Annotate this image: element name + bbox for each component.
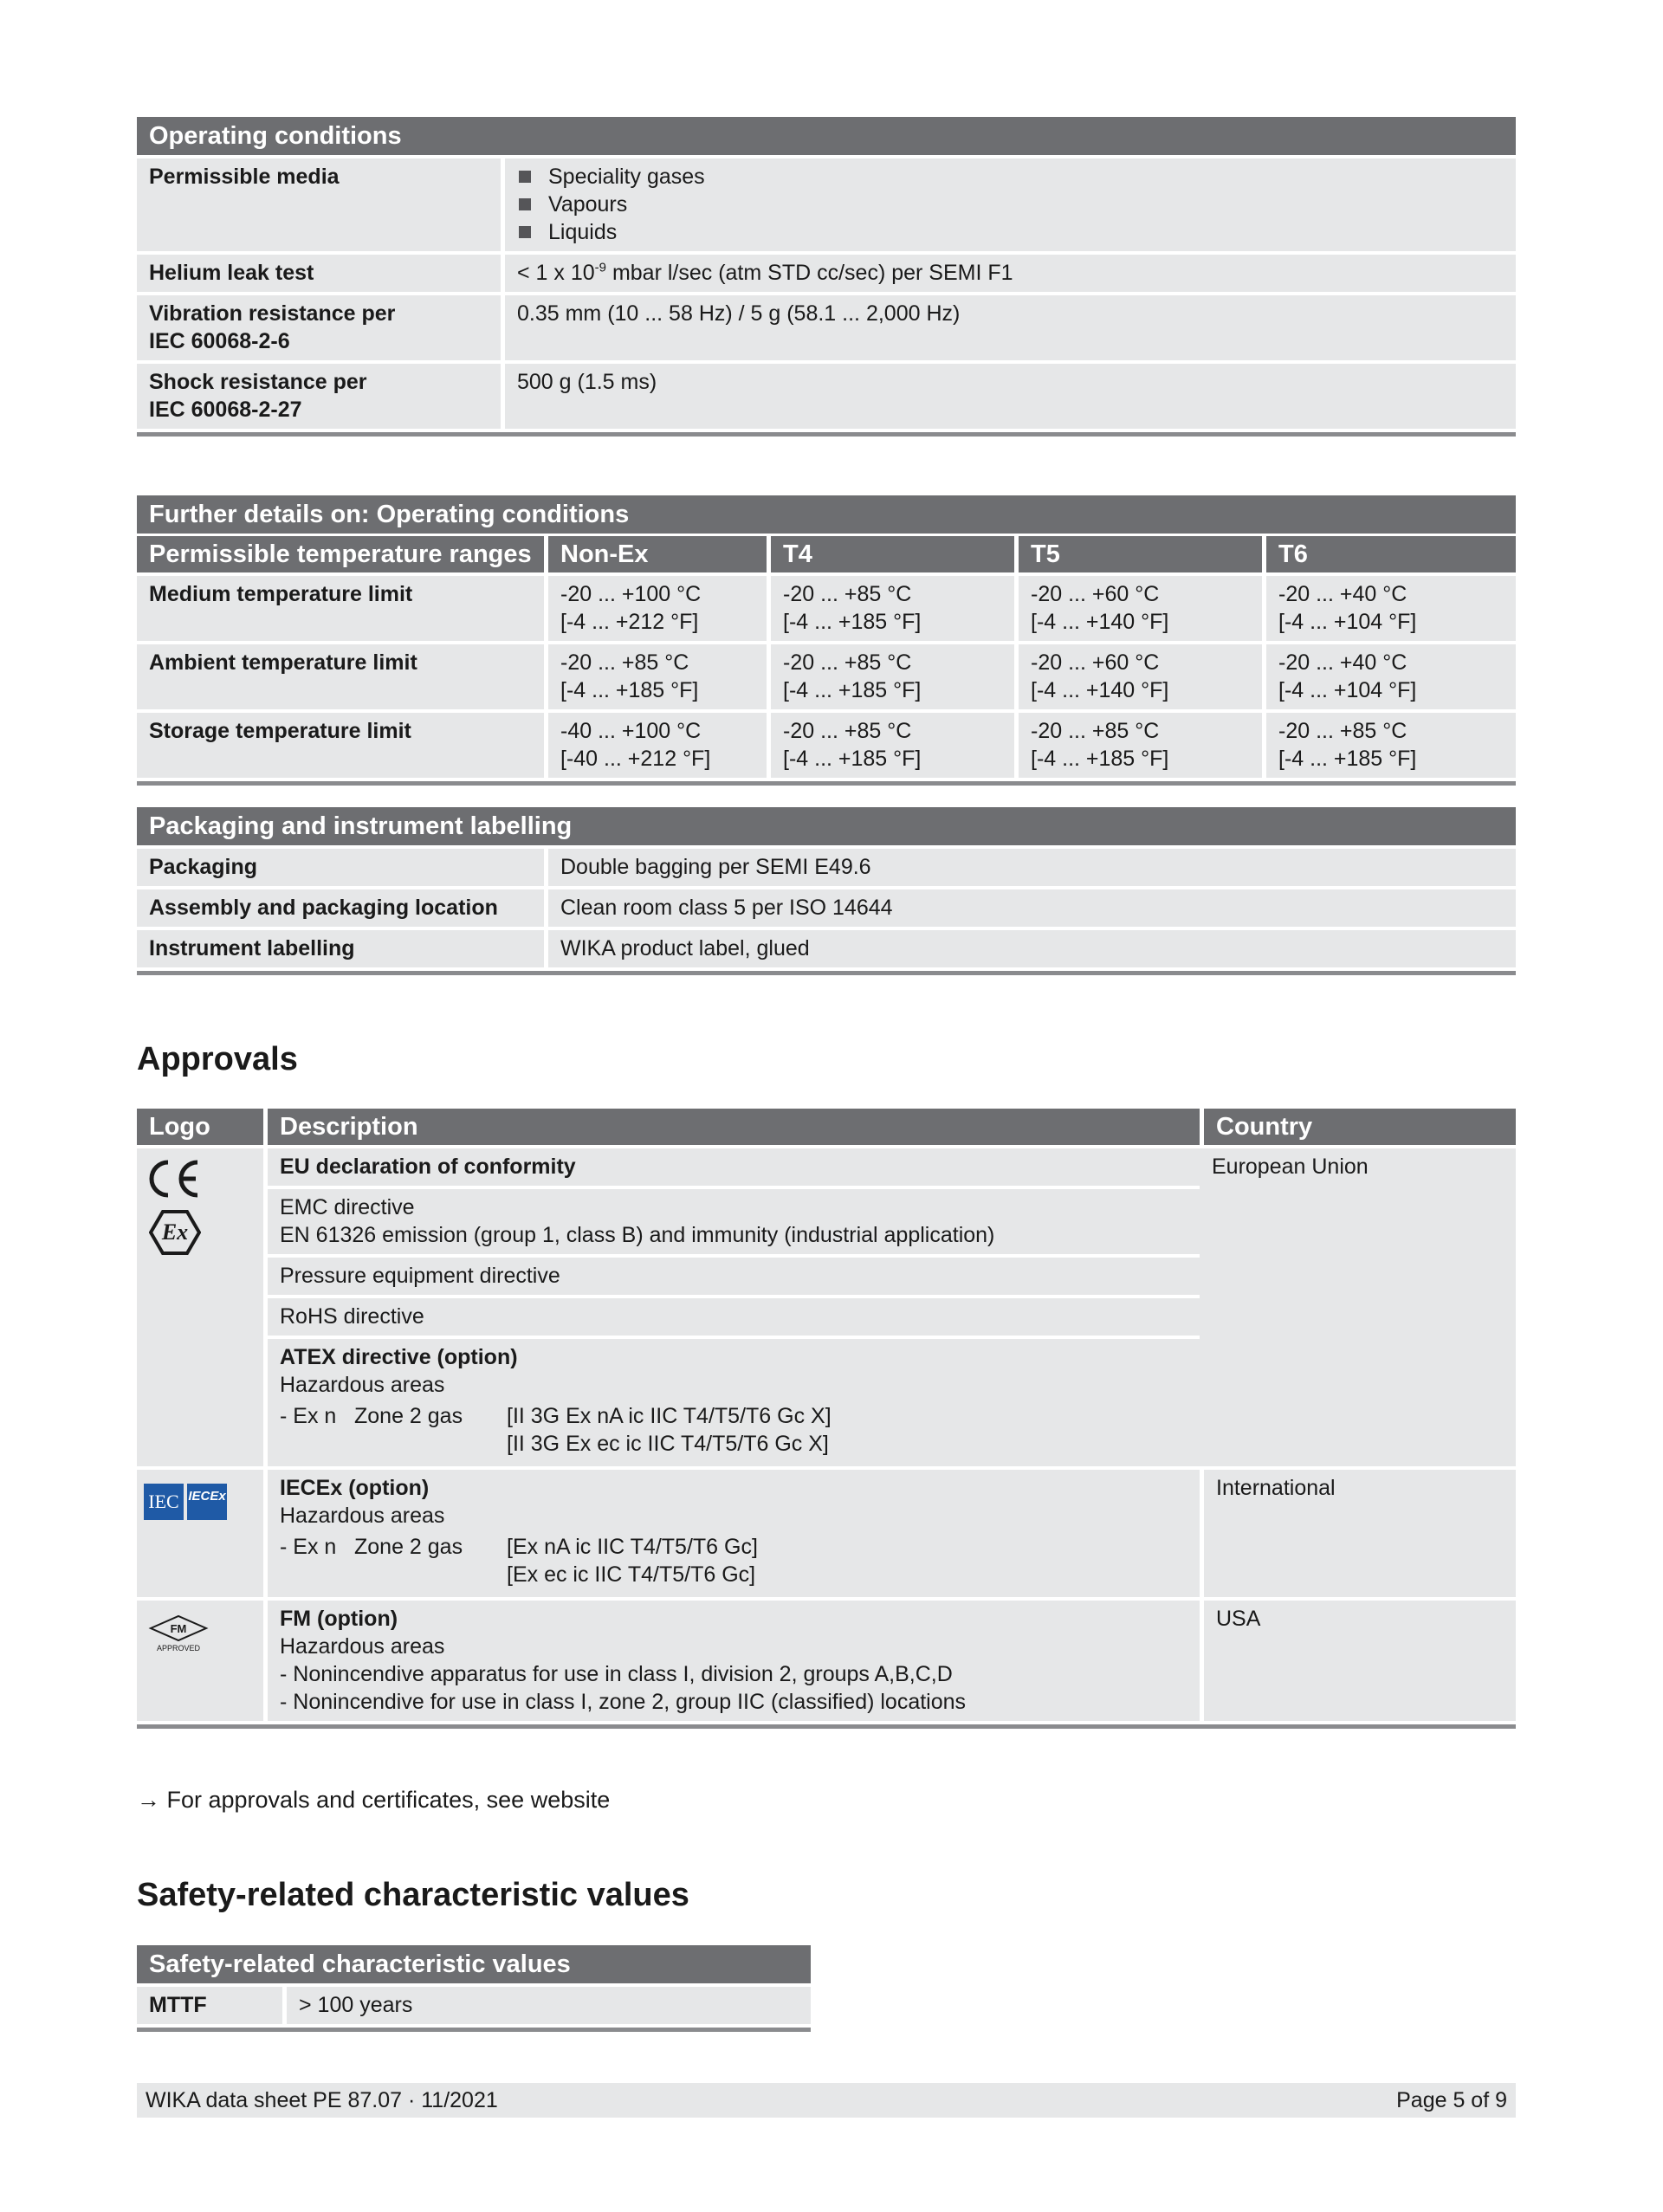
- temp-cell: [1266, 713, 1516, 778]
- fm-logo-text: FM: [170, 1622, 187, 1635]
- label-line: IEC 60068-2-6: [149, 329, 290, 353]
- table-header: Operating conditions: [137, 117, 1516, 155]
- safety-table: [137, 1945, 811, 2032]
- fm-line: - Nonincendive apparatus for use in class I, division 2, groups A,B,C,D: [280, 1662, 953, 1686]
- temp-cell: [1019, 644, 1262, 709]
- row-label: [137, 364, 501, 429]
- iecex-sub: Hazardous areas: [280, 1504, 445, 1528]
- approval-row-fm: [137, 1601, 1516, 1721]
- label-line: Vibration resistance per: [149, 301, 396, 326]
- celsius-value: -20 ... +100 °C: [560, 582, 702, 606]
- table-row: [137, 713, 1516, 778]
- footer-datasheet: WIKA data sheet PE 87.07 · 11/2021: [146, 2088, 498, 2112]
- atex-title: ATEX directive (option): [280, 1345, 518, 1369]
- iec-logo-icon: [144, 1484, 256, 1520]
- fm-logo-subtext: APPROVED: [156, 1644, 201, 1653]
- fm-line: - Nonincendive for use in class I, zone 2, group IIC (classified) locations: [280, 1690, 967, 1714]
- temp-cell: [1019, 576, 1262, 641]
- table-row: [137, 255, 1516, 292]
- rohs-directive: RoHS directive: [268, 1298, 1200, 1336]
- table-row: [137, 1987, 811, 2024]
- table-header: Further details on: Operating conditions: [137, 495, 1516, 534]
- marking-codes: [507, 1402, 832, 1458]
- column-header-row: [137, 1109, 1516, 1145]
- country-cell: European Union: [1200, 1148, 1516, 1466]
- approvals-table: [137, 1109, 1516, 1729]
- marking-code: [Ex ec ic IIC T4/T5/T6 Gc]: [507, 1562, 756, 1587]
- table-row: [137, 644, 1516, 709]
- protection-type: - Ex n: [280, 1404, 337, 1428]
- media-list: [505, 158, 1516, 251]
- logo-cell: [137, 1148, 263, 1466]
- logo-cell: [137, 1601, 263, 1721]
- temp-cell: [548, 644, 767, 709]
- packaging-table: [137, 807, 1516, 975]
- celsius-value: -20 ... +85 °C: [783, 650, 912, 675]
- row-label: Packaging: [137, 849, 544, 886]
- desc-line: EMC directive: [280, 1195, 415, 1219]
- fm-logo-icon: [144, 1613, 213, 1658]
- ce-logo-icon: [144, 1157, 203, 1200]
- marking-code: [II 3G Ex nA ic IIC T4/T5/T6 Gc X]: [507, 1404, 832, 1428]
- row-label: Storage temperature limit: [137, 713, 544, 778]
- fahrenheit-value: [-4 ... +212 °F]: [560, 610, 699, 634]
- row-label: Assembly and packaging location: [137, 889, 544, 927]
- celsius-value: -20 ... +85 °C: [560, 650, 689, 675]
- table-rule: [137, 1724, 1516, 1729]
- approval-row-iecex: [137, 1470, 1516, 1597]
- celsius-value: -20 ... +85 °C: [1278, 719, 1407, 743]
- list-item: Vapours: [517, 191, 1504, 218]
- temperature-table: [137, 495, 1516, 786]
- row-label: Instrument labelling: [137, 930, 544, 967]
- zone-label: Zone 2 gas: [354, 1535, 463, 1559]
- fahrenheit-value: [-4 ... +140 °F]: [1031, 678, 1169, 702]
- atex-sub: Hazardous areas: [280, 1373, 445, 1397]
- country-cell: International: [1204, 1470, 1516, 1597]
- row-value: 0.35 mm (10 ... 58 Hz) / 5 g (58.1 ... 2,000 Hz): [505, 295, 1516, 360]
- list-item: Speciality gases: [517, 163, 1504, 191]
- fahrenheit-value: [-4 ... +104 °F]: [1278, 678, 1417, 702]
- column-header-row: [137, 536, 1516, 572]
- helium-post: mbar l/sec (atm STD cc/sec) per SEMI F1: [606, 261, 1013, 285]
- fahrenheit-value: [-4 ... +185 °F]: [783, 678, 922, 702]
- table-header: Safety-related characteristic values: [137, 1945, 811, 1983]
- row-label: [137, 295, 501, 360]
- row-value: Clean room class 5 per ISO 14644: [548, 889, 1516, 927]
- fahrenheit-value: [-4 ... +185 °F]: [783, 610, 922, 634]
- marking-code: [Ex nA ic IIC T4/T5/T6 Gc]: [507, 1535, 758, 1559]
- approval-row-eu: [137, 1148, 1516, 1466]
- section-title-approvals: Approvals: [137, 1041, 298, 1077]
- table-rule: [137, 2028, 811, 2032]
- table-row: [137, 576, 1516, 641]
- description-stack: [268, 1148, 1200, 1466]
- approvals-note: → For approvals and certificates, see website: [137, 1787, 611, 1813]
- row-value: Double bagging per SEMI E49.6: [548, 849, 1516, 886]
- label-line: IEC 60068-2-27: [149, 398, 302, 422]
- atex-directive: [268, 1339, 1200, 1466]
- ex-logo-icon: [149, 1209, 201, 1256]
- fahrenheit-value: [-4 ... +185 °F]: [1031, 747, 1169, 771]
- iecex-logo-text: IECEx: [187, 1484, 227, 1520]
- section-title-safety: Safety-related characteristic values: [137, 1877, 689, 1913]
- marking-codes: [507, 1533, 758, 1588]
- desc-line: EN 61326 emission (group 1, class B) and immunity (industrial application): [280, 1223, 995, 1247]
- atex-protection-line: [280, 1402, 1187, 1458]
- temp-cell: [771, 576, 1014, 641]
- table-row: [137, 889, 1516, 927]
- iecex-protection-line: [280, 1533, 1187, 1588]
- column-header-logo: Logo: [137, 1109, 263, 1145]
- row-label: Medium temperature limit: [137, 576, 544, 641]
- row-label: Helium leak test: [137, 255, 501, 292]
- marking-code: [II 3G Ex ec ic IIC T4/T5/T6 Gc X]: [507, 1432, 829, 1456]
- fahrenheit-value: [-4 ... +104 °F]: [1278, 610, 1417, 634]
- zone-label: Zone 2 gas: [354, 1404, 463, 1428]
- temp-cell: [1266, 576, 1516, 641]
- celsius-value: -20 ... +85 °C: [783, 582, 912, 606]
- table-row: [137, 364, 1516, 429]
- row-label: MTTF: [137, 1987, 282, 2024]
- pressure-directive: Pressure equipment directive: [268, 1258, 1200, 1295]
- celsius-value: -20 ... +85 °C: [1031, 719, 1160, 743]
- row-value: WIKA product label, glued: [548, 930, 1516, 967]
- operating-conditions-table: [137, 117, 1516, 437]
- footer-page-number: Page 5 of 9: [1396, 2088, 1507, 2112]
- row-value: > 100 years: [287, 1987, 811, 2024]
- temp-cell: [771, 644, 1014, 709]
- column-header: Permissible temperature ranges: [137, 536, 544, 572]
- iec-logo-text: IEC: [144, 1484, 184, 1520]
- label-line: Shock resistance per: [149, 370, 367, 394]
- row-label: Ambient temperature limit: [137, 644, 544, 709]
- table-row: [137, 158, 1516, 251]
- table-row: [137, 295, 1516, 360]
- fahrenheit-value: [-4 ... +185 °F]: [560, 678, 699, 702]
- table-header: Packaging and instrument labelling: [137, 807, 1516, 845]
- table-rule: [137, 432, 1516, 437]
- protection-type: - Ex n: [280, 1535, 337, 1559]
- column-header: T4: [771, 536, 1014, 572]
- temp-cell: [1019, 713, 1262, 778]
- ex-logo-text: Ex: [161, 1219, 189, 1245]
- list-item: Liquids: [517, 218, 1504, 246]
- fm-title: FM (option): [280, 1607, 398, 1631]
- fm-sub: Hazardous areas: [280, 1634, 445, 1659]
- table-row: [137, 930, 1516, 967]
- helium-exp: -9: [594, 260, 606, 275]
- helium-pre: < 1 x 10: [517, 261, 595, 285]
- celsius-value: -20 ... +40 °C: [1278, 582, 1407, 606]
- row-label: Permissible media: [137, 158, 501, 251]
- table-row: [137, 849, 1516, 886]
- helium-value: [505, 255, 1516, 292]
- emc-directive: [268, 1189, 1200, 1254]
- column-header: T5: [1019, 536, 1262, 572]
- logo-cell: [137, 1470, 263, 1597]
- column-header-description: Description: [268, 1109, 1200, 1145]
- iecex-title: IECEx (option): [280, 1476, 430, 1500]
- fahrenheit-value: [-4 ... +185 °F]: [783, 747, 922, 771]
- fahrenheit-value: [-40 ... +212 °F]: [560, 747, 711, 771]
- page-footer: [137, 2083, 1516, 2118]
- celsius-value: -20 ... +40 °C: [1278, 650, 1407, 675]
- eu-title: EU declaration of conformity: [268, 1148, 1200, 1186]
- celsius-value: -20 ... +60 °C: [1031, 650, 1160, 675]
- column-header: T6: [1266, 536, 1516, 572]
- celsius-value: -40 ... +100 °C: [560, 719, 702, 743]
- country-cell: USA: [1204, 1601, 1516, 1721]
- temp-cell: [771, 713, 1014, 778]
- table-rule: [137, 971, 1516, 975]
- row-value: 500 g (1.5 ms): [505, 364, 1516, 429]
- fahrenheit-value: [-4 ... +185 °F]: [1278, 747, 1417, 771]
- fm-description: [268, 1601, 1200, 1721]
- column-header: Non-Ex: [548, 536, 767, 572]
- temp-cell: [1266, 644, 1516, 709]
- celsius-value: -20 ... +85 °C: [783, 719, 912, 743]
- temp-cell: [548, 576, 767, 641]
- table-rule: [137, 781, 1516, 786]
- temp-cell: [548, 713, 767, 778]
- celsius-value: -20 ... +60 °C: [1031, 582, 1160, 606]
- column-header-country: Country: [1204, 1109, 1516, 1145]
- fahrenheit-value: [-4 ... +140 °F]: [1031, 610, 1169, 634]
- iecex-description: [268, 1470, 1200, 1597]
